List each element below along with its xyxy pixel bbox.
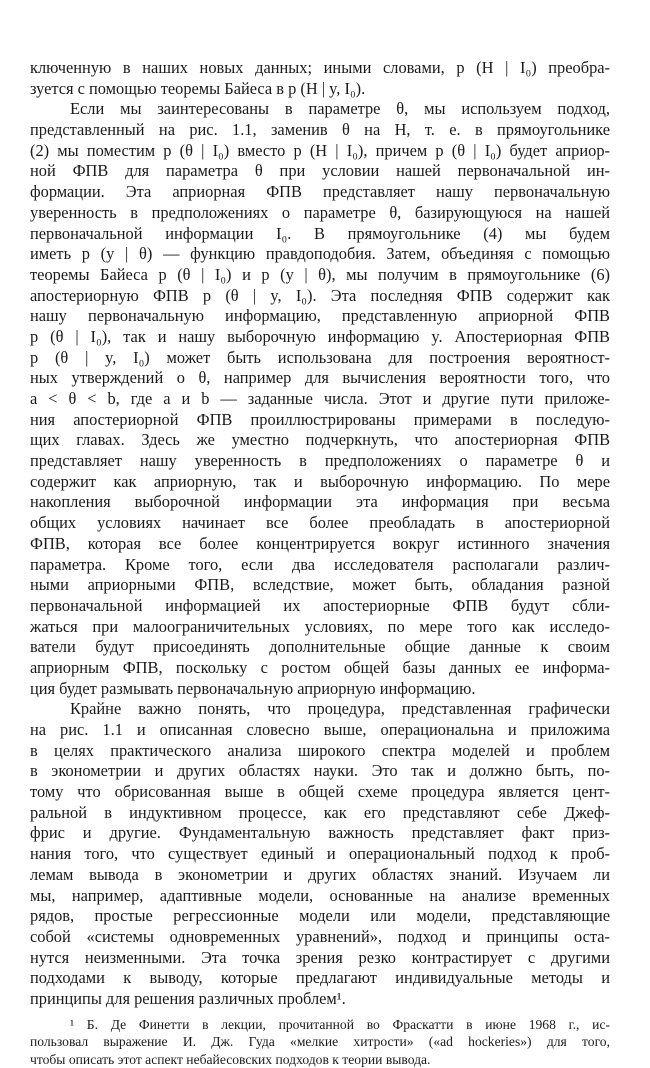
- book-page: [30, 58, 610, 1068]
- text-line: теоремы Байеса p (θ | I₀) и p (y | θ), мы получим в прямоугольнике (6): [30, 264, 610, 284]
- text-line: фрис и другие. Фундаментальную важность представляет факт приз-: [30, 823, 610, 843]
- text-line: апостериорную ФПВ p (θ | y, I₀). Эта последняя ФПВ содержит как: [30, 285, 610, 305]
- text-line: параметра. Кроме того, если два исследователя располагали различ-: [30, 554, 610, 574]
- text-line: содержит как априорную, так и выборочную информацию. По мере: [30, 471, 610, 491]
- footnote: [30, 1016, 610, 1068]
- text-line: представленный на рис. 1.1, заменив θ на H, т. е. в прямоугольнике: [30, 120, 610, 140]
- text-line: собой «системы одновременных уравнений», подход и принципы оста-: [30, 926, 610, 946]
- text-line: Крайне важно понять, что процедура, представленная графически: [70, 699, 610, 719]
- text-line: (2) мы поместим p (θ | I₀) вместо p (H | I₀), причем p (θ | I₀) будет априор-: [30, 140, 610, 160]
- text-line: представляет нашу уверенность в предположениях о параметре θ и: [30, 451, 610, 471]
- text-line: первоначальной информации I₀. В прямоугольнике (4) мы будем: [30, 223, 610, 243]
- text-line: первоначальной информацией их апостериорные ФПВ будут сбли-: [30, 595, 610, 615]
- footnote-line: ¹ Б. Де Финетти в лекции, прочитанной во Фраскатти в июне 1968 г., ис-: [70, 1016, 610, 1032]
- text-line: на рис. 1.1 и описанная словесно выше, операциональна и приложима: [30, 720, 610, 739]
- text-line: в эконометрии и других областях науки. Это так и должно быть, по-: [30, 761, 610, 781]
- text-line: ватели будут присоединять дополнительные общие данные к своим: [30, 637, 610, 657]
- paragraph: [30, 58, 610, 99]
- text-line: p (θ | I₀), так и нашу выборочную информацию y. Апостериорная ФПВ: [30, 326, 610, 346]
- text-line: нутся неизменными. Эта точка зрения резко контрастирует с другими: [30, 947, 610, 967]
- text-line: тому что обрисованная выше в общей схеме процедура является цент-: [30, 782, 610, 802]
- text-line: Если мы заинтересованы в параметре θ, мы используем подход,: [70, 99, 610, 119]
- paragraph: [30, 699, 610, 1009]
- text-line: общих условиях начинает все более преобладать в апостериорной: [30, 513, 610, 533]
- text-line: нания того, что существует единый и операциональный подход к проб-: [30, 844, 610, 864]
- text-line: в целях практического анализа широкого спектра моделей и проблем: [30, 740, 610, 760]
- text-line: иметь p (y | θ) — функцию правдоподобия. Затем, объединяя с помощью: [30, 244, 610, 264]
- text-line: рядов, простые регрессионные модели или модели, представляющие: [30, 906, 610, 926]
- text-line: жаться при малоограничительных условиях, по мере того как исследо-: [30, 616, 610, 636]
- footnote-line: чтобы описать этот аспект небайесовских подходов к теории вывода.: [30, 1051, 431, 1067]
- text-line: ными априорными ФПВ, вследствие, может быть, обладания разной: [30, 575, 610, 595]
- text-line: зуется с помощью теоремы Байеса в p (H | y, I₀).: [30, 78, 366, 98]
- text-line: ния апостериорной ФПВ проиллюстрированы примерами в последую-: [30, 409, 610, 429]
- text-line: ральной в индуктивном процессе, как его представляют себе Джеф-: [30, 802, 610, 822]
- text-line: подходами к выводу, которые предлагают индивидуальные методы и: [30, 968, 610, 988]
- text-line: a < θ < b, где a и b — заданные числа. Этот и другие пути приложе-: [30, 389, 610, 408]
- text-line: уверенность в предположениях о параметре θ, базирующуюся на нашей: [30, 202, 610, 222]
- text-line: ных утверждений о θ, например для вычисления вероятности того, что: [30, 368, 610, 388]
- text-line: принципы для решения различных проблем¹.: [30, 988, 346, 1008]
- text-line: нашу первоначальную информацию, представленную априорной ФПВ: [30, 306, 610, 326]
- text-line: p (θ | y, I₀) может быть использована для построения вероятност-: [30, 347, 610, 367]
- text-line: щих главах. Здесь же уместно подчеркнуть, что апостериорная ФПВ: [30, 430, 610, 450]
- text-line: ключенную в наших новых данных; иными словами, p (H | I₀) преобра-: [30, 58, 610, 77]
- text-line: накопления выборочной информации эта информация при весьма: [30, 492, 610, 512]
- footnote-line: пользовал выражение И. Дж. Гуда «мелкие хитрости» («ad hockeries») для того,: [30, 1034, 610, 1050]
- text-line: ФПВ, которая все более концентрируется вокруг истинного значения: [30, 533, 610, 553]
- paragraph: [30, 99, 610, 699]
- text-line: мы, например, адаптивные модели, основанные на анализе временных: [30, 885, 610, 905]
- text-line: ной ФПВ для параметра θ при условии нашей первоначальной ин-: [30, 161, 610, 181]
- body-text: [30, 58, 610, 1010]
- text-line: формации. Эта априорная ФПВ представляет нашу первоначальную: [30, 182, 610, 202]
- text-line: ция будет размывать первоначальную априорную информацию.: [30, 678, 476, 698]
- text-line: априорным ФПВ, поскольку с ростом общей базы данных ее информа-: [30, 657, 610, 677]
- text-line: лемам вывода в эконометрии и других областях знаний. Изучаем ли: [30, 864, 610, 884]
